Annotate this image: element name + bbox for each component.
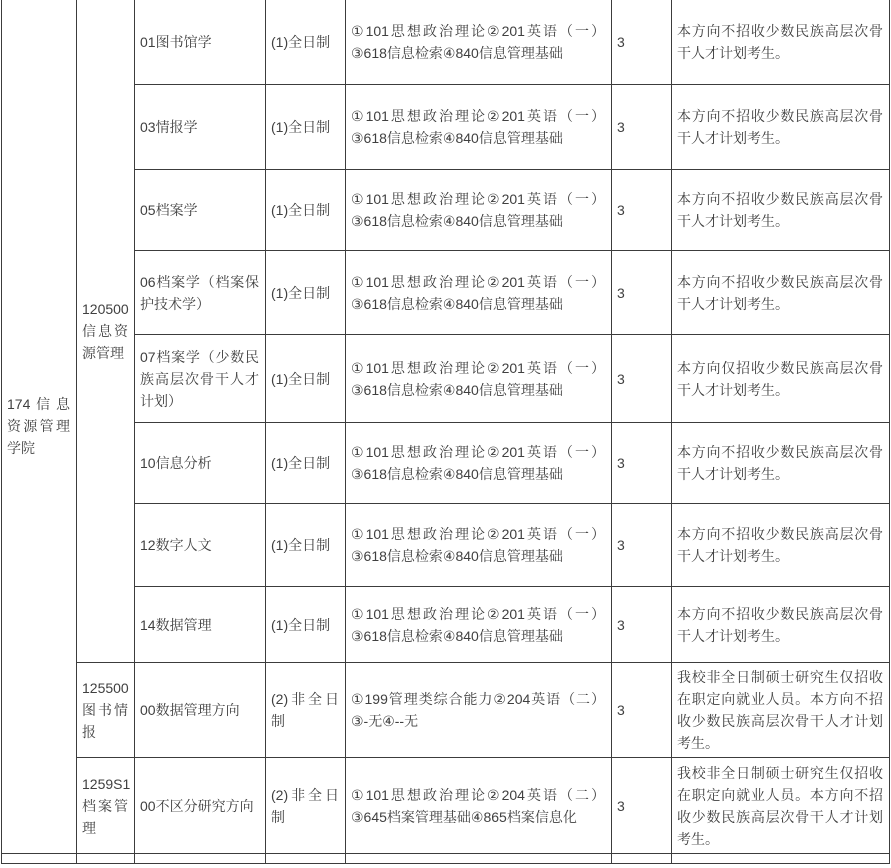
study-type-cell: (1)全日制 bbox=[266, 504, 346, 587]
direction-cell: 03情报学 bbox=[135, 85, 266, 170]
direction-cell: 00数据管理方向 bbox=[135, 663, 266, 758]
study-type-cell: (1)全日制 bbox=[266, 0, 346, 85]
major-cell: 125500图书情报 bbox=[77, 663, 135, 758]
direction-cell: 07档案学（少数民族高层次骨干人才计划） bbox=[135, 335, 266, 423]
study-type-cell: (2)非全日制 bbox=[266, 758, 346, 854]
empty-cell bbox=[612, 854, 672, 864]
remark-cell: 本方向不招收少数民族高层次骨干人才计划考生。 bbox=[672, 170, 890, 251]
table-row bbox=[2, 335, 890, 423]
quota-cell: 3 bbox=[612, 504, 672, 587]
remark-cell: 本方向仅招收少数民族高层次骨干人才计划考生。 bbox=[672, 335, 890, 423]
remark-cell: 本方向不招收少数民族高层次骨干人才计划考生。 bbox=[672, 504, 890, 587]
empty-cell bbox=[672, 854, 890, 864]
exam-subjects-cell: ①101思想政治理论②201英语（一）③618信息检索④840信息管理基础 bbox=[346, 85, 612, 170]
empty-cell bbox=[77, 854, 135, 864]
remark-cell: 本方向不招收少数民族高层次骨干人才计划考生。 bbox=[672, 251, 890, 335]
quota-cell: 3 bbox=[612, 335, 672, 423]
table-row bbox=[2, 504, 890, 587]
exam-subjects-cell: ①101思想政治理论②201英语（一）③618信息检索④840信息管理基础 bbox=[346, 587, 612, 663]
table-row-cropped-bottom bbox=[2, 854, 890, 864]
table-row bbox=[2, 0, 890, 85]
remark-cell: 本方向不招收少数民族高层次骨干人才计划考生。 bbox=[672, 423, 890, 504]
empty-cell bbox=[2, 854, 77, 864]
major-cell: 1259S1档案管理 bbox=[77, 758, 135, 854]
direction-cell: 12数字人文 bbox=[135, 504, 266, 587]
exam-subjects-cell: ①101思想政治理论②201英语（一）③618信息检索④840信息管理基础 bbox=[346, 251, 612, 335]
quota-cell: 3 bbox=[612, 251, 672, 335]
direction-cell: 14数据管理 bbox=[135, 587, 266, 663]
exam-subjects-cell: ①101思想政治理论②204英语（二）③645档案管理基础④865档案信息化 bbox=[346, 758, 612, 854]
quota-cell: 3 bbox=[612, 0, 672, 85]
remark-cell: 本方向不招收少数民族高层次骨干人才计划考生。 bbox=[672, 0, 890, 85]
exam-subjects-cell: ①199管理类综合能力②204英语（二）③-无④--无 bbox=[346, 663, 612, 758]
table-row bbox=[2, 170, 890, 251]
quota-cell: 3 bbox=[612, 663, 672, 758]
major-cell: 120500信息资源管理 bbox=[77, 0, 135, 663]
table-row bbox=[2, 423, 890, 504]
exam-subjects-cell: ①101思想政治理论②201英语（一）③618信息检索④840信息管理基础 bbox=[346, 423, 612, 504]
remark-cell: 我校非全日制硕士研究生仅招收在职定向就业人员。本方向不招收少数民族高层次骨干人才计划考生。 bbox=[672, 758, 890, 854]
empty-cell bbox=[266, 854, 346, 864]
table-row bbox=[2, 587, 890, 663]
direction-cell: 05档案学 bbox=[135, 170, 266, 251]
study-type-cell: (1)全日制 bbox=[266, 335, 346, 423]
study-type-cell: (1)全日制 bbox=[266, 170, 346, 251]
college-cell: 174信息资源管理学院 bbox=[2, 0, 77, 854]
table-row bbox=[2, 663, 890, 758]
exam-subjects-cell: ①101思想政治理论②201英语（一）③618信息检索④840信息管理基础 bbox=[346, 170, 612, 251]
quota-cell: 3 bbox=[612, 758, 672, 854]
quota-cell: 3 bbox=[612, 423, 672, 504]
study-type-cell: (1)全日制 bbox=[266, 423, 346, 504]
exam-subjects-cell: ①101思想政治理论②201英语（一）③618信息检索④840信息管理基础 bbox=[346, 335, 612, 423]
empty-cell bbox=[346, 854, 612, 864]
direction-cell: 01图书馆学 bbox=[135, 0, 266, 85]
direction-cell: 00不区分研究方向 bbox=[135, 758, 266, 854]
study-type-cell: (2)非全日制 bbox=[266, 663, 346, 758]
remark-cell: 本方向不招收少数民族高层次骨干人才计划考生。 bbox=[672, 85, 890, 170]
study-type-cell: (1)全日制 bbox=[266, 587, 346, 663]
study-type-cell: (1)全日制 bbox=[266, 251, 346, 335]
remark-cell: 本方向不招收少数民族高层次骨干人才计划考生。 bbox=[672, 587, 890, 663]
direction-cell: 10信息分析 bbox=[135, 423, 266, 504]
table-row bbox=[2, 85, 890, 170]
quota-cell: 3 bbox=[612, 587, 672, 663]
quota-cell: 3 bbox=[612, 85, 672, 170]
direction-cell: 06档案学（档案保护技术学） bbox=[135, 251, 266, 335]
empty-cell bbox=[135, 854, 266, 864]
study-type-cell: (1)全日制 bbox=[266, 85, 346, 170]
admissions-table bbox=[1, 0, 890, 864]
table-row bbox=[2, 251, 890, 335]
table-row bbox=[2, 758, 890, 854]
quota-cell: 3 bbox=[612, 170, 672, 251]
exam-subjects-cell: ①101思想政治理论②201英语（一）③618信息检索④840信息管理基础 bbox=[346, 0, 612, 85]
remark-cell: 我校非全日制硕士研究生仅招收在职定向就业人员。本方向不招收少数民族高层次骨干人才计划考生。 bbox=[672, 663, 890, 758]
exam-subjects-cell: ①101思想政治理论②201英语（一）③618信息检索④840信息管理基础 bbox=[346, 504, 612, 587]
